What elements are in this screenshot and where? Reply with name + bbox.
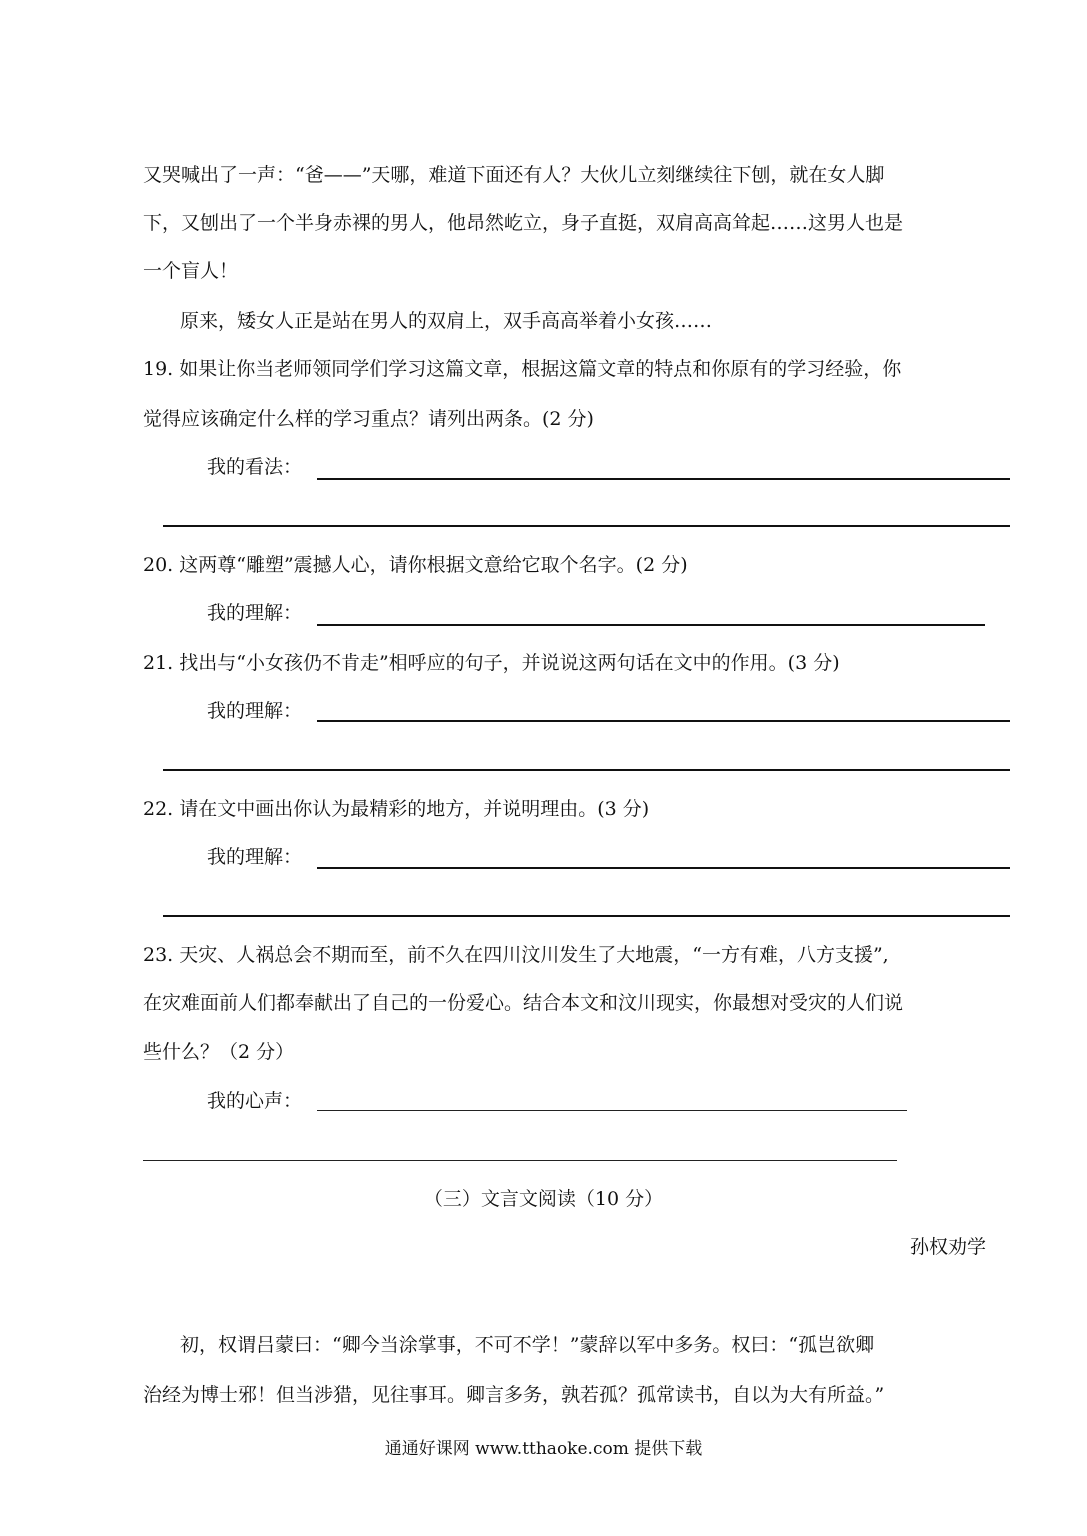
question-19-line-2: 觉得应该确定什么样的学习重点？请列出两条。(2 分) [143,408,594,430]
question-21-answer-label: 我的理解： [207,700,303,722]
classical-text-line-2: 治经为博士邪！但当涉猎，见往事耳。卿言多务，孰若孤？孤常读书，自以为大有所益。” [143,1384,885,1406]
question-19-answer-line-2[interactable] [163,525,1010,527]
question-21-answer-line-2[interactable] [163,769,1010,771]
question-23-line-2: 在灾难面前人们都奉献出了自己的一份爱心。结合本文和汶川现实，你最想对受灾的人们说 [143,992,904,1014]
question-21-line-1: 21. 找出与“小女孩仍不肯走”相呼应的句子，并说说这两句话在文中的作用。(3 分) [143,652,840,674]
question-22-line-1: 22. 请在文中画出你认为最精彩的地方，并说明理由。(3 分) [143,798,650,820]
question-20-answer-line[interactable] [317,624,985,626]
question-22-answer-line-1[interactable] [317,867,1010,869]
question-19-line-1: 19. 如果让你当老师领同学们学习这篇文章，根据这篇文章的特点和你原有的学习经验，你 [143,358,902,380]
question-23-answer-line-1[interactable] [317,1110,907,1111]
question-22-answer-line-2[interactable] [163,915,1010,917]
classical-text-title: 孙权劝学 [910,1236,987,1258]
page-footer: 通通好课网 www.tthaoke.com 提供下载 [384,1439,703,1459]
passage-line-3: 一个盲人！ [143,260,239,282]
passage-line-4: 原来，矮女人正是站在男人的双肩上，双手高高举着小女孩…… [180,310,713,332]
passage-line-2: 下，又刨出了一个半身赤裸的男人，他昂然屹立，身子直挺，双肩高高耸起……这男人也是 [143,212,904,234]
question-19-answer-line-1[interactable] [317,478,1010,480]
question-19-answer-label: 我的看法： [207,456,303,478]
question-21-answer-line-1[interactable] [317,720,1010,722]
question-23-line-1: 23. 天灾、人祸总会不期而至，前不久在四川汶川发生了大地震，“一方有难，八方支援”, [143,944,889,966]
question-20-answer-label: 我的理解： [207,602,303,624]
classical-text-line-1: 初，权谓吕蒙曰：“卿今当涂掌事，不可不学！”蒙辞以军中多务。权曰：“孤岂欲卿 [180,1334,875,1356]
question-22-answer-label: 我的理解： [207,846,303,868]
passage-line-1: 又哭喊出了一声：“爸——”天哪，难道下面还有人？大伙儿立刻继续往下刨，就在女人脚 [143,164,885,186]
question-20-line-1: 20. 这两尊“雕塑”震撼人心，请你根据文意给它取个名字。(2 分) [143,554,688,576]
question-23-answer-label: 我的心声： [207,1090,303,1112]
question-23-answer-line-2[interactable] [143,1160,897,1161]
question-23-line-3: 些什么？（2 分） [143,1041,295,1063]
section-3-heading: （三）文言文阅读（10 分） [423,1188,664,1210]
